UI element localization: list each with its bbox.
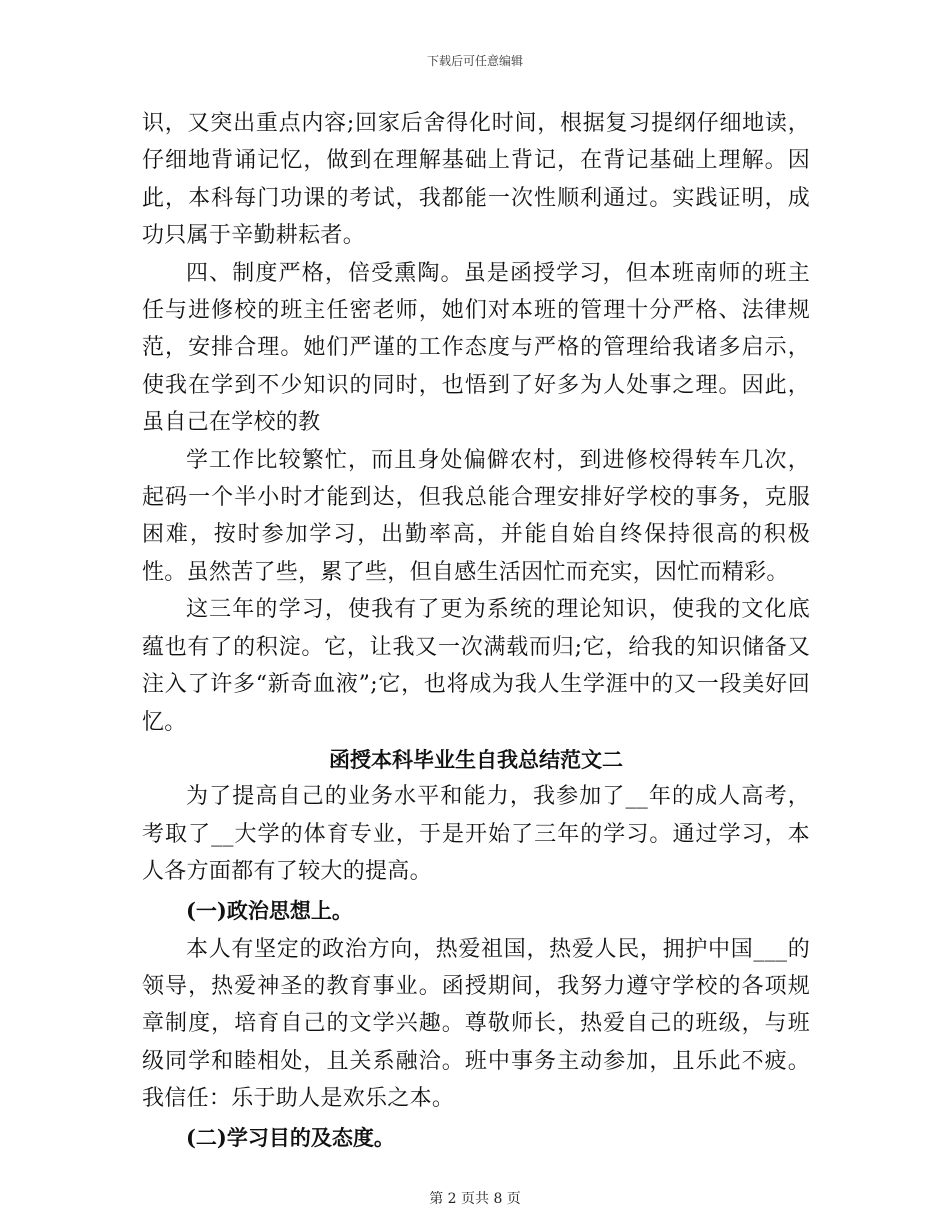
section-title: 函授本科毕业生自我总结范文二 bbox=[329, 746, 623, 772]
paragraph-section-four: 四、制度严格，倍受熏陶。虽是函授学习，但本班南师的班主任与进修校的班主任密老师，她们对本班的管理十分严格、法律规范，安排合理。她们严谨的工作态度与严格的管理给我诸多启示，使我在学到不少知识的同时，也悟到了好多为人处事之理。因此，虽自己在学校的教 bbox=[142, 260, 810, 436]
subheading-politics: (一)政治思想上。 bbox=[186, 897, 353, 923]
document-body bbox=[142, 105, 810, 1158]
paragraph-politics: 本人有坚定的政治方向，热爱祖国，热爱人民，拥护中国___的领导，热爱神圣的教育事业。函授期间，我努力遵守学校的各项规章制度，培育自己的文学兴趣。尊敬师长，热爱自己的班级，与班级同学和睦相处，且关系融洽。班中事务主动参加，且乐此不疲。我信任：乐于助人是欢乐之本。 bbox=[142, 936, 810, 1112]
page-header-note: 下载后可任意编辑 bbox=[426, 54, 523, 68]
paragraph-three-years: 这三年的学习，使我有了更为系统的理论知识，使我的文化底蕴也有了的积淀。它，让我又一次满载而归;它，给我的知识储备又注入了许多“新奇血液”;它，也将成为我人生学涯中的又一段美好回忆。 bbox=[142, 597, 810, 735]
paragraph-work-busy: 学工作比较繁忙，而且身处偏僻农村，到进修校得转车几次，起码一个半小时才能到达，但我总能合理安排好学校的事务，克服困难，按时参加学习，出勤率高，并能自始自终保持很高的积极性。虽然苦了些，累了些，但自感生活因忙而充实，因忙而精彩。 bbox=[142, 447, 810, 585]
paragraph-continuation: 识，又突出重点内容;回家后舍得化时间，根据复习提纲仔细地读，仔细地背诵记忆，做到在理解基础上背记，在背记基础上理解。因此，本科每门功课的考试，我都能一次性顺利通过。实践证明，成功只属于辛勤耕耘者。 bbox=[142, 111, 810, 249]
page-footer: 第 2 页共 8 页 bbox=[429, 1191, 521, 1207]
subheading-study-attitude: (二)学习目的及态度。 bbox=[186, 1124, 395, 1150]
paragraph-intro: 为了提高自己的业务水平和能力，我参加了__年的成人高考，考取了__大学的体育专业，于是开始了三年的学习。通过学习，本人各方面都有了较大的提高。 bbox=[142, 784, 810, 885]
